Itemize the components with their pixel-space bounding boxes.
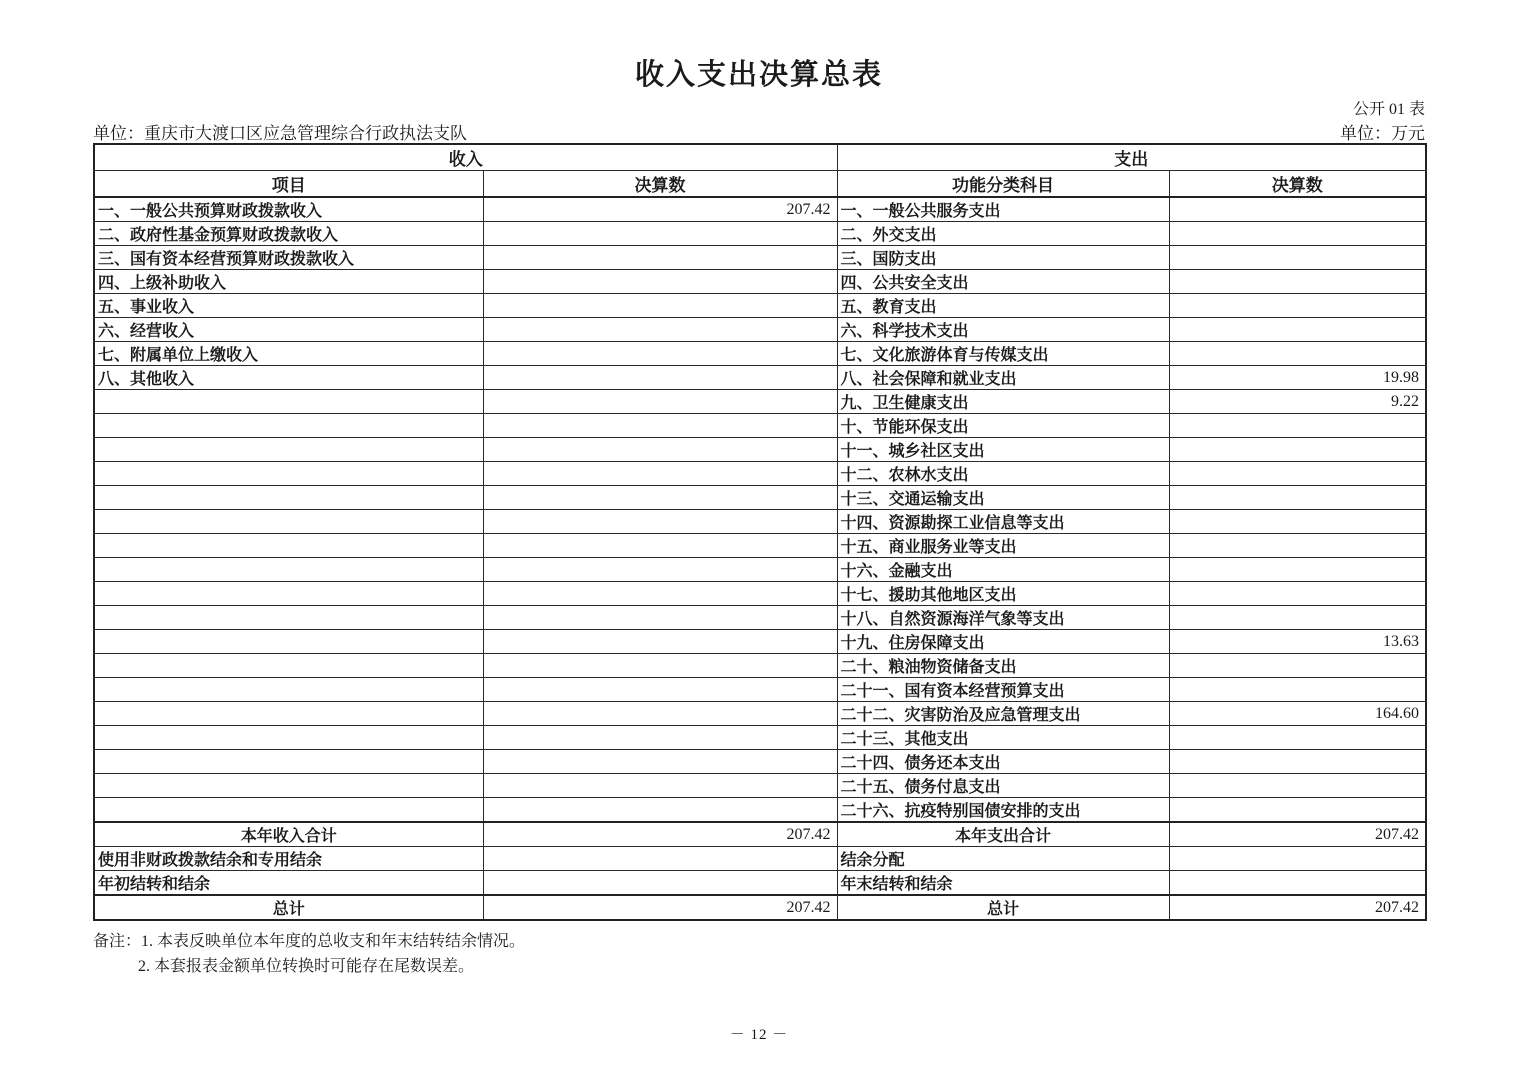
table-row	[94, 750, 1426, 774]
notes-label: 备注：	[93, 933, 142, 950]
exp-item-cell: 十、节能环保支出	[837, 414, 1169, 438]
table-row	[94, 294, 1426, 318]
exp-item-cell: 八、社会保障和就业支出	[837, 366, 1169, 390]
income-value-cell	[483, 606, 837, 630]
exp-value-cell	[1169, 197, 1426, 222]
table-body	[94, 197, 1426, 920]
income-item-cell	[94, 438, 483, 462]
income-item-cell	[94, 414, 483, 438]
exp-value-cell	[1169, 606, 1426, 630]
exp-item-cell: 十九、住房保障支出	[837, 630, 1169, 654]
income-item-cell: 总计	[94, 895, 483, 920]
income-value-cell	[483, 270, 837, 294]
income-value-cell	[483, 774, 837, 798]
note-line-1	[93, 929, 525, 954]
income-item-cell: 四、上级补助收入	[94, 270, 483, 294]
exp-item-column-header: 功能分类科目	[837, 171, 1169, 198]
income-value-cell	[483, 750, 837, 774]
income-item-cell	[94, 750, 483, 774]
table-row	[94, 678, 1426, 702]
exp-value-cell	[1169, 582, 1426, 606]
income-item-cell: 五、事业收入	[94, 294, 483, 318]
income-value-cell	[483, 871, 837, 896]
exp-value-cell	[1169, 486, 1426, 510]
exp-item-cell: 七、文化旅游体育与传媒支出	[837, 342, 1169, 366]
exp-item-cell: 十五、商业服务业等支出	[837, 534, 1169, 558]
income-item-cell	[94, 558, 483, 582]
income-value-cell	[483, 558, 837, 582]
table-row	[94, 438, 1426, 462]
income-value-cell	[483, 582, 837, 606]
income-value-cell	[483, 318, 837, 342]
table-row	[94, 606, 1426, 630]
table-row	[94, 630, 1426, 654]
income-item-cell: 本年收入合计	[94, 822, 483, 847]
income-item-cell: 一、一般公共预算财政拨款收入	[94, 197, 483, 222]
income-item-cell	[94, 654, 483, 678]
income-item-cell	[94, 678, 483, 702]
exp-item-cell: 年末结转和结余	[837, 871, 1169, 896]
note-2-text: 2. 本套报表金额单位转换时可能存在尾数误差。	[138, 958, 475, 975]
income-value-cell: 207.42	[483, 197, 837, 222]
income-item-cell	[94, 606, 483, 630]
column-header-row	[94, 171, 1426, 198]
income-value-cell: 207.42	[483, 822, 837, 847]
expenditure-section-header: 支出	[837, 144, 1426, 171]
exp-value-cell	[1169, 847, 1426, 871]
income-value-cell	[483, 678, 837, 702]
table-row	[94, 342, 1426, 366]
income-value-cell	[483, 847, 837, 871]
exp-item-cell: 一、一般公共服务支出	[837, 197, 1169, 222]
income-item-cell: 七、附属单位上缴收入	[94, 342, 483, 366]
table-row	[94, 510, 1426, 534]
table-row	[94, 534, 1426, 558]
exp-value-cell	[1169, 342, 1426, 366]
table-row	[94, 366, 1426, 390]
exp-item-cell: 十二、农林水支出	[837, 462, 1169, 486]
income-value-cell	[483, 630, 837, 654]
income-item-cell: 二、政府性基金预算财政拨款收入	[94, 222, 483, 246]
exp-item-cell: 二十四、债务还本支出	[837, 750, 1169, 774]
income-item-cell	[94, 630, 483, 654]
exp-item-cell: 结余分配	[837, 847, 1169, 871]
exp-item-cell: 五、教育支出	[837, 294, 1169, 318]
income-value-cell	[483, 726, 837, 750]
exp-item-cell: 三、国防支出	[837, 246, 1169, 270]
income-item-cell: 六、经营收入	[94, 318, 483, 342]
final-accounts-table	[93, 143, 1427, 921]
table-row	[94, 822, 1426, 847]
income-value-cell	[483, 414, 837, 438]
note-1-text: 1. 本表反映单位本年度的总收支和年末结转结余情况。	[141, 933, 526, 950]
exp-value-cell	[1169, 534, 1426, 558]
income-value-cell	[483, 654, 837, 678]
table-row	[94, 871, 1426, 896]
exp-item-cell: 总计	[837, 895, 1169, 920]
table-row	[94, 582, 1426, 606]
reporting-unit-label: 单位：重庆市大渡口区应急管理综合行政执法支队	[93, 124, 467, 143]
income-item-cell	[94, 486, 483, 510]
amount-unit-label: 单位：万元	[1340, 124, 1425, 143]
exp-value-cell	[1169, 294, 1426, 318]
table-row	[94, 462, 1426, 486]
income-amount-column-header: 决算数	[483, 171, 837, 198]
table-row	[94, 654, 1426, 678]
exp-value-cell	[1169, 750, 1426, 774]
exp-item-cell: 十八、自然资源海洋气象等支出	[837, 606, 1169, 630]
exp-item-cell: 十七、援助其他地区支出	[837, 582, 1169, 606]
note-line-2	[93, 954, 525, 979]
income-item-cell	[94, 798, 483, 823]
exp-item-cell: 二十五、债务付息支出	[837, 774, 1169, 798]
income-value-cell: 207.42	[483, 895, 837, 920]
table-row	[94, 895, 1426, 920]
income-value-cell	[483, 222, 837, 246]
income-section-header: 收入	[94, 144, 837, 171]
table-row	[94, 558, 1426, 582]
exp-value-cell: 207.42	[1169, 822, 1426, 847]
income-item-cell	[94, 510, 483, 534]
income-value-cell	[483, 462, 837, 486]
exp-value-cell	[1169, 462, 1426, 486]
table-row	[94, 798, 1426, 823]
exp-item-cell: 六、科学技术支出	[837, 318, 1169, 342]
exp-value-cell	[1169, 774, 1426, 798]
exp-value-cell	[1169, 318, 1426, 342]
exp-item-cell: 十六、金融支出	[837, 558, 1169, 582]
unit-row	[93, 119, 1425, 144]
exp-item-cell: 十一、城乡社区支出	[837, 438, 1169, 462]
exp-value-cell: 9.22	[1169, 390, 1426, 414]
table-row	[94, 414, 1426, 438]
table-row	[94, 270, 1426, 294]
income-item-cell: 八、其他收入	[94, 366, 483, 390]
income-value-cell	[483, 702, 837, 726]
income-value-cell	[483, 366, 837, 390]
income-item-cell	[94, 462, 483, 486]
exp-item-cell: 二十一、国有资本经营预算支出	[837, 678, 1169, 702]
exp-item-cell: 十三、交通运输支出	[837, 486, 1169, 510]
exp-value-cell	[1169, 678, 1426, 702]
income-value-cell	[483, 390, 837, 414]
table-row	[94, 847, 1426, 871]
table-row	[94, 246, 1426, 270]
exp-value-cell	[1169, 246, 1426, 270]
exp-item-cell: 二十三、其他支出	[837, 726, 1169, 750]
exp-value-cell	[1169, 798, 1426, 823]
exp-amount-column-header: 决算数	[1169, 171, 1426, 198]
income-value-cell	[483, 798, 837, 823]
exp-value-cell	[1169, 510, 1426, 534]
income-item-column-header: 项目	[94, 171, 483, 198]
income-item-cell: 使用非财政拨款结余和专用结余	[94, 847, 483, 871]
income-item-cell	[94, 582, 483, 606]
table-row	[94, 702, 1426, 726]
exp-item-cell: 四、公共安全支出	[837, 270, 1169, 294]
exp-item-cell: 九、卫生健康支出	[837, 390, 1169, 414]
table-row	[94, 774, 1426, 798]
exp-value-cell	[1169, 654, 1426, 678]
income-value-cell	[483, 246, 837, 270]
table-row	[94, 197, 1426, 222]
exp-item-cell: 二十二、灾害防治及应急管理支出	[837, 702, 1169, 726]
exp-value-cell	[1169, 558, 1426, 582]
exp-value-cell	[1169, 270, 1426, 294]
income-value-cell	[483, 486, 837, 510]
income-value-cell	[483, 534, 837, 558]
income-item-cell	[94, 534, 483, 558]
exp-value-cell	[1169, 414, 1426, 438]
section-header-row	[94, 144, 1426, 171]
exp-item-cell: 二十、粮油物资储备支出	[837, 654, 1169, 678]
table-row	[94, 390, 1426, 414]
income-item-cell	[94, 702, 483, 726]
exp-value-cell: 207.42	[1169, 895, 1426, 920]
exp-value-cell	[1169, 438, 1426, 462]
income-item-cell	[94, 726, 483, 750]
income-item-cell: 三、国有资本经营预算财政拨款收入	[94, 246, 483, 270]
income-item-cell	[94, 774, 483, 798]
exp-value-cell: 19.98	[1169, 366, 1426, 390]
income-item-cell	[94, 390, 483, 414]
table-row	[94, 222, 1426, 246]
income-value-cell	[483, 438, 837, 462]
exp-value-cell	[1169, 222, 1426, 246]
table-row	[94, 318, 1426, 342]
exp-item-cell: 二十六、抗疫特别国债安排的支出	[837, 798, 1169, 823]
table-row	[94, 486, 1426, 510]
income-item-cell: 年初结转和结余	[94, 871, 483, 896]
exp-value-cell	[1169, 871, 1426, 896]
income-value-cell	[483, 510, 837, 534]
exp-item-cell: 二、外交支出	[837, 222, 1169, 246]
exp-item-cell: 十四、资源勘探工业信息等支出	[837, 510, 1169, 534]
exp-item-cell: 本年支出合计	[837, 822, 1169, 847]
income-value-cell	[483, 342, 837, 366]
page-title: 收入支出决算总表	[634, 59, 883, 91]
income-value-cell	[483, 294, 837, 318]
exp-value-cell	[1169, 726, 1426, 750]
exp-value-cell: 13.63	[1169, 630, 1426, 654]
exp-value-cell: 164.60	[1169, 702, 1426, 726]
table-row	[94, 726, 1426, 750]
table-code-label: 公开 01 表	[1352, 101, 1425, 118]
page-number: － 12 －	[729, 1027, 789, 1043]
notes-block	[93, 929, 525, 979]
